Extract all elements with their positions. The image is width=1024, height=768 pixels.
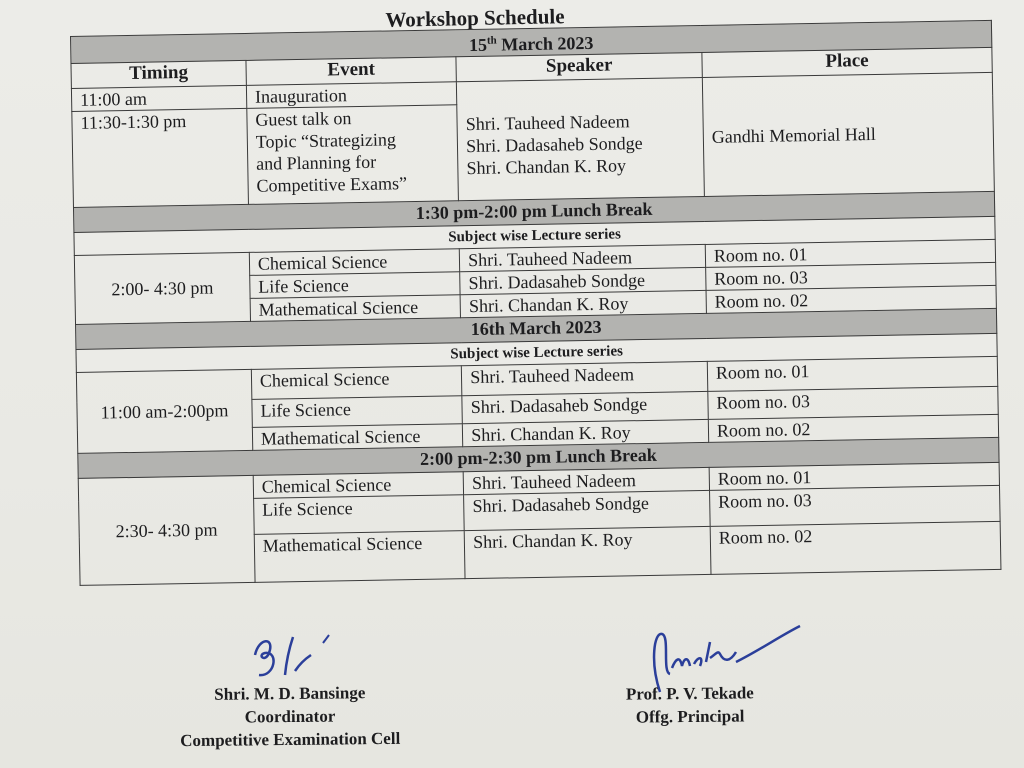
- speaker-cell: Shri. Tauheed Nadeem: [462, 361, 708, 395]
- speaker-cell: [457, 77, 705, 200]
- timing-cell: 11:00 am: [71, 85, 246, 111]
- place-cell: Room no. 03: [708, 386, 999, 419]
- speaker-cell: Shri. Chandan K. Roy: [460, 290, 706, 317]
- header-timing: Timing: [71, 60, 246, 88]
- speaker-name: Shri. Chandan K. Roy: [466, 155, 627, 179]
- event-cell: Life Science: [250, 272, 461, 299]
- schedule-table: [70, 20, 1001, 586]
- event-cell: Mathematical Science: [252, 424, 463, 451]
- timing-cell: 2:30- 4:30 pm: [78, 475, 255, 585]
- speaker-cell: Shri. Tauheed Nadeem: [463, 467, 709, 494]
- coordinator-signature-block: [140, 680, 441, 752]
- place-cell: Room no. 03: [706, 262, 996, 290]
- place-cell: Gandhi Memorial Hall: [702, 72, 994, 196]
- header-speaker: Speaker: [456, 52, 702, 81]
- speaker-cell: Shri. Dadasaheb Sondge: [462, 391, 708, 423]
- speaker-name: Shri. Dadasaheb Sondge: [466, 133, 643, 157]
- speaker-cell: Shri. Dadasaheb Sondge: [464, 490, 710, 530]
- event-cell: Life Science: [253, 495, 464, 535]
- coordinator-dept: Competitive Examination Cell: [180, 728, 401, 751]
- event-cell: Life Science: [252, 396, 463, 428]
- principal-title: Offg. Principal: [635, 706, 745, 727]
- series-label: Subject wise Lecture series: [76, 333, 997, 372]
- event-cell: Mathematical Science: [250, 295, 461, 322]
- series-label: Subject wise Lecture series: [74, 216, 995, 255]
- timing-cell: 11:00 am-2:00pm: [76, 369, 252, 453]
- speaker-cell: Shri. Chandan K. Roy: [464, 526, 711, 578]
- principal-name: Prof. P. V. Tekade: [625, 683, 754, 704]
- place-cell: Room no. 01: [709, 462, 999, 490]
- header-place: Place: [702, 47, 992, 77]
- lunch-break-2: 2:00 pm-2:30 pm Lunch Break: [78, 437, 999, 478]
- event-cell: Chemical Science: [253, 472, 464, 499]
- place-cell: Room no. 02: [710, 521, 1001, 574]
- place-cell: Room no. 01: [705, 239, 995, 267]
- coordinator-signature: [245, 625, 345, 685]
- day2-date: 16th March 2023: [76, 308, 997, 349]
- speaker-cell: Shri. Tauheed Nadeem: [459, 244, 705, 271]
- day1-date: 15th March 2023: [71, 20, 992, 63]
- event-cell: Inauguration: [246, 82, 457, 109]
- event-cell: Mathematical Science: [254, 531, 465, 583]
- event-cell: Chemical Science: [249, 249, 460, 276]
- place-cell: Room no. 03: [709, 485, 1000, 526]
- coordinator-name: Shri. M. D. Bansinge: [214, 683, 366, 704]
- place-cell: Room no. 01: [707, 356, 998, 391]
- place-cell: Room no. 02: [706, 285, 996, 313]
- principal-signature-block: [590, 681, 790, 729]
- coordinator-title: Coordinator: [244, 706, 336, 727]
- document-title: Workshop Schedule: [385, 4, 565, 32]
- speaker-name: Shri. Tauheed Nadeem: [465, 111, 630, 135]
- event-cell: Guest talk on Topic “Strategizing and Planning for Competitive Exams”: [247, 105, 459, 205]
- event-cell: Chemical Science: [251, 366, 462, 400]
- header-event: Event: [246, 57, 457, 86]
- place-cell: Room no. 02: [708, 414, 998, 442]
- speaker-cell: Shri. Chandan K. Roy: [463, 419, 709, 446]
- timing-cell: 11:30-1:30 pm: [72, 108, 249, 207]
- lunch-break-1: 1:30 pm-2:00 pm Lunch Break: [73, 191, 994, 232]
- timing-cell: 2:00- 4:30 pm: [74, 252, 250, 324]
- speaker-cell: Shri. Dadasaheb Sondge: [460, 267, 706, 294]
